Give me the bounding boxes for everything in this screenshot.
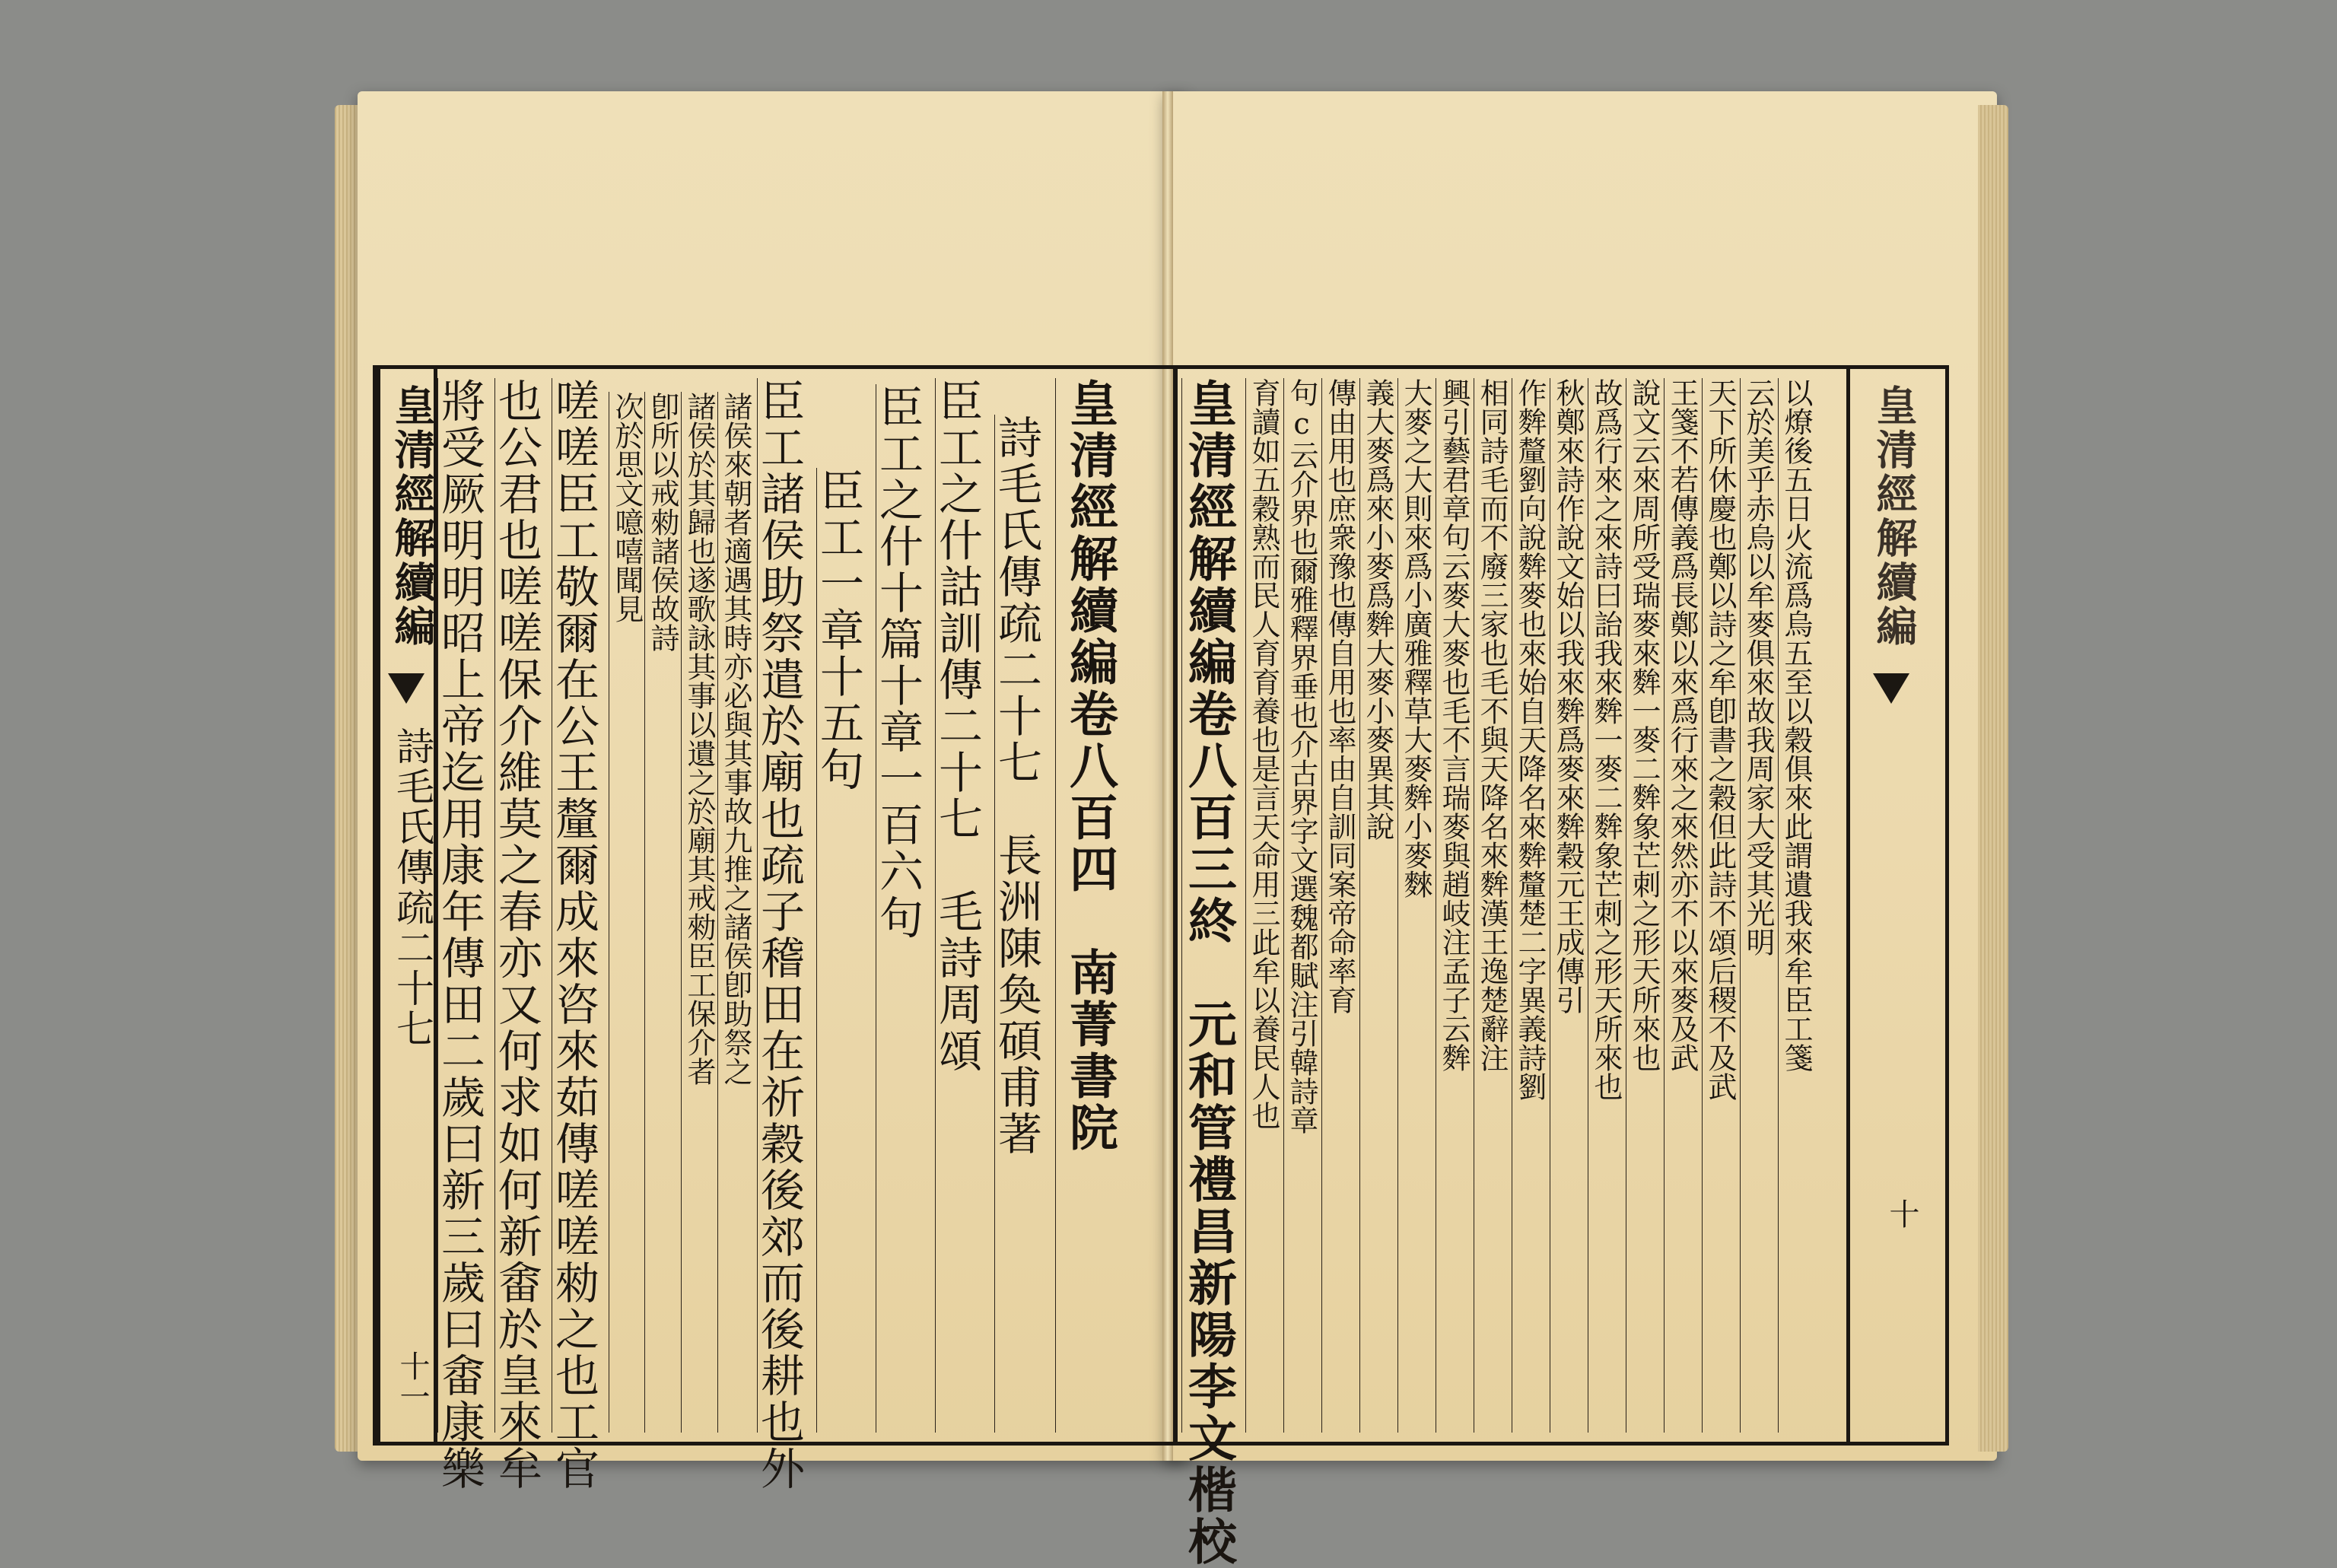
right-folio: 十 bbox=[1884, 1198, 1919, 1229]
right-col-7: 興引藝君章句云麥大麥也毛不言瑞麥與趙岐注孟子云麰 bbox=[1436, 378, 1471, 1433]
right-banner-title: 皇清經解續編 bbox=[1870, 384, 1919, 649]
right-col-2: 育讀如五穀熟而民人育育養也是言天命用三此牟以養民人也 bbox=[1245, 378, 1281, 1433]
right-page-edges bbox=[1978, 105, 2008, 1452]
right-col-11: 故爲行來之來詩曰詒我來麰一麥二麰象芒刺之形天所來也 bbox=[1588, 378, 1623, 1433]
right-col-16: 以燎後五日火流爲烏五至以穀俱來此謂遺我來牟臣工箋 bbox=[1778, 378, 1814, 1433]
left-col-6: 諸侯於其歸也遂歌詠其事以遺之於廟其戒勑臣工保介者 bbox=[681, 392, 717, 1433]
left-text-frame bbox=[373, 365, 1178, 1492]
left-col-7: 諸侯來朝者適遇其時亦必與其事故九推之諸侯卽助祭之 bbox=[717, 392, 753, 1433]
left-folio: 十一 bbox=[395, 1350, 430, 1411]
right-col-9: 作麰釐劉向說麰麥也來始自天降名來麰釐楚二字異義詩劉 bbox=[1512, 378, 1547, 1433]
right-col-5: 義大麥爲來小麥爲麰大麥小麥異其說 bbox=[1359, 378, 1395, 1433]
right-col-6: 大麥之大則來爲小廣雅釋草大麥麰小麥麳 bbox=[1397, 378, 1433, 1433]
left-col-8: 臣工諸侯助祭遣於廟也疏子稽田在祈穀後郊而後耕也外 bbox=[757, 378, 811, 1433]
right-col-14: 天下所休慶也鄭以詩之牟卽書之穀但此詩不頌后稷不及武 bbox=[1702, 378, 1738, 1433]
left-col-11: 臣工之什詁訓傳二十七 毛詩周頌 bbox=[935, 378, 989, 1433]
right-col-15: 云於美乎赤烏以牟麥俱來故我周家大受其光明 bbox=[1740, 378, 1776, 1433]
right-col-4: 傳由用也庶衆豫也傳自用也率由自訓同案帝命率育 bbox=[1321, 378, 1357, 1433]
left-col-9: 臣工一章十五句 bbox=[816, 468, 870, 1433]
right-col-8: 相同詩毛而不廢三家也毛不與天降名來麰漢王逸楚辭注 bbox=[1474, 378, 1509, 1433]
right-col-3: 句c云介界也爾雅釋界垂也介古界字文選魏都賦注引韓詩章 bbox=[1283, 378, 1319, 1433]
right-text-frame bbox=[1173, 365, 1949, 1568]
fish-tail-mark bbox=[1873, 673, 1909, 704]
left-col-5: 卽所以戒勑諸侯故詩 bbox=[644, 392, 680, 1433]
right-banner bbox=[1846, 369, 1941, 1442]
right-col-1: 皇清經解續編卷八百三終 元和管禮昌新陽李文楷校 bbox=[1181, 378, 1243, 1433]
left-col-13: 皇清經解續編卷八百四 南菁書院 bbox=[1055, 378, 1124, 1433]
right-col-13: 王箋不若傳義爲長鄭以來爲行來之來然亦不以來麥及武 bbox=[1664, 378, 1699, 1433]
left-col-4: 次於思文噫嘻聞見 bbox=[609, 392, 644, 1433]
left-col-2: 也公君也嗟嗟保介維莫之春亦又何求如何新畬於皇來牟 bbox=[494, 378, 548, 1433]
open-book bbox=[335, 91, 2016, 1568]
left-banner-sub: 詩毛氏傳疏二十七 bbox=[390, 727, 434, 1049]
left-col-10: 臣工之什十篇十章一百六句 bbox=[876, 384, 930, 1433]
left-banner-title: 皇清經解續編 bbox=[388, 384, 437, 649]
right-col-10: 秋鄭來詩作說文始以我來麰爲麥來麰穀元王成傳引 bbox=[1550, 378, 1585, 1433]
right-col-12: 說文云來周所受瑞麥來麰一麥二麰象芒刺之形天所來也 bbox=[1626, 378, 1661, 1433]
left-col-3: 嗟嗟臣工敬爾在公王釐爾成來咨來茹傳嗟嗟勑之也工官 bbox=[552, 378, 606, 1433]
left-col-12: 詩毛氏傳疏二十七 長洲陳奐碩甫著 bbox=[994, 415, 1048, 1433]
left-col-1: 將受厥明明昭上帝迄用康年傳田二歲曰新三歲曰畬康樂 bbox=[437, 378, 491, 1433]
fish-tail-mark bbox=[388, 673, 424, 704]
